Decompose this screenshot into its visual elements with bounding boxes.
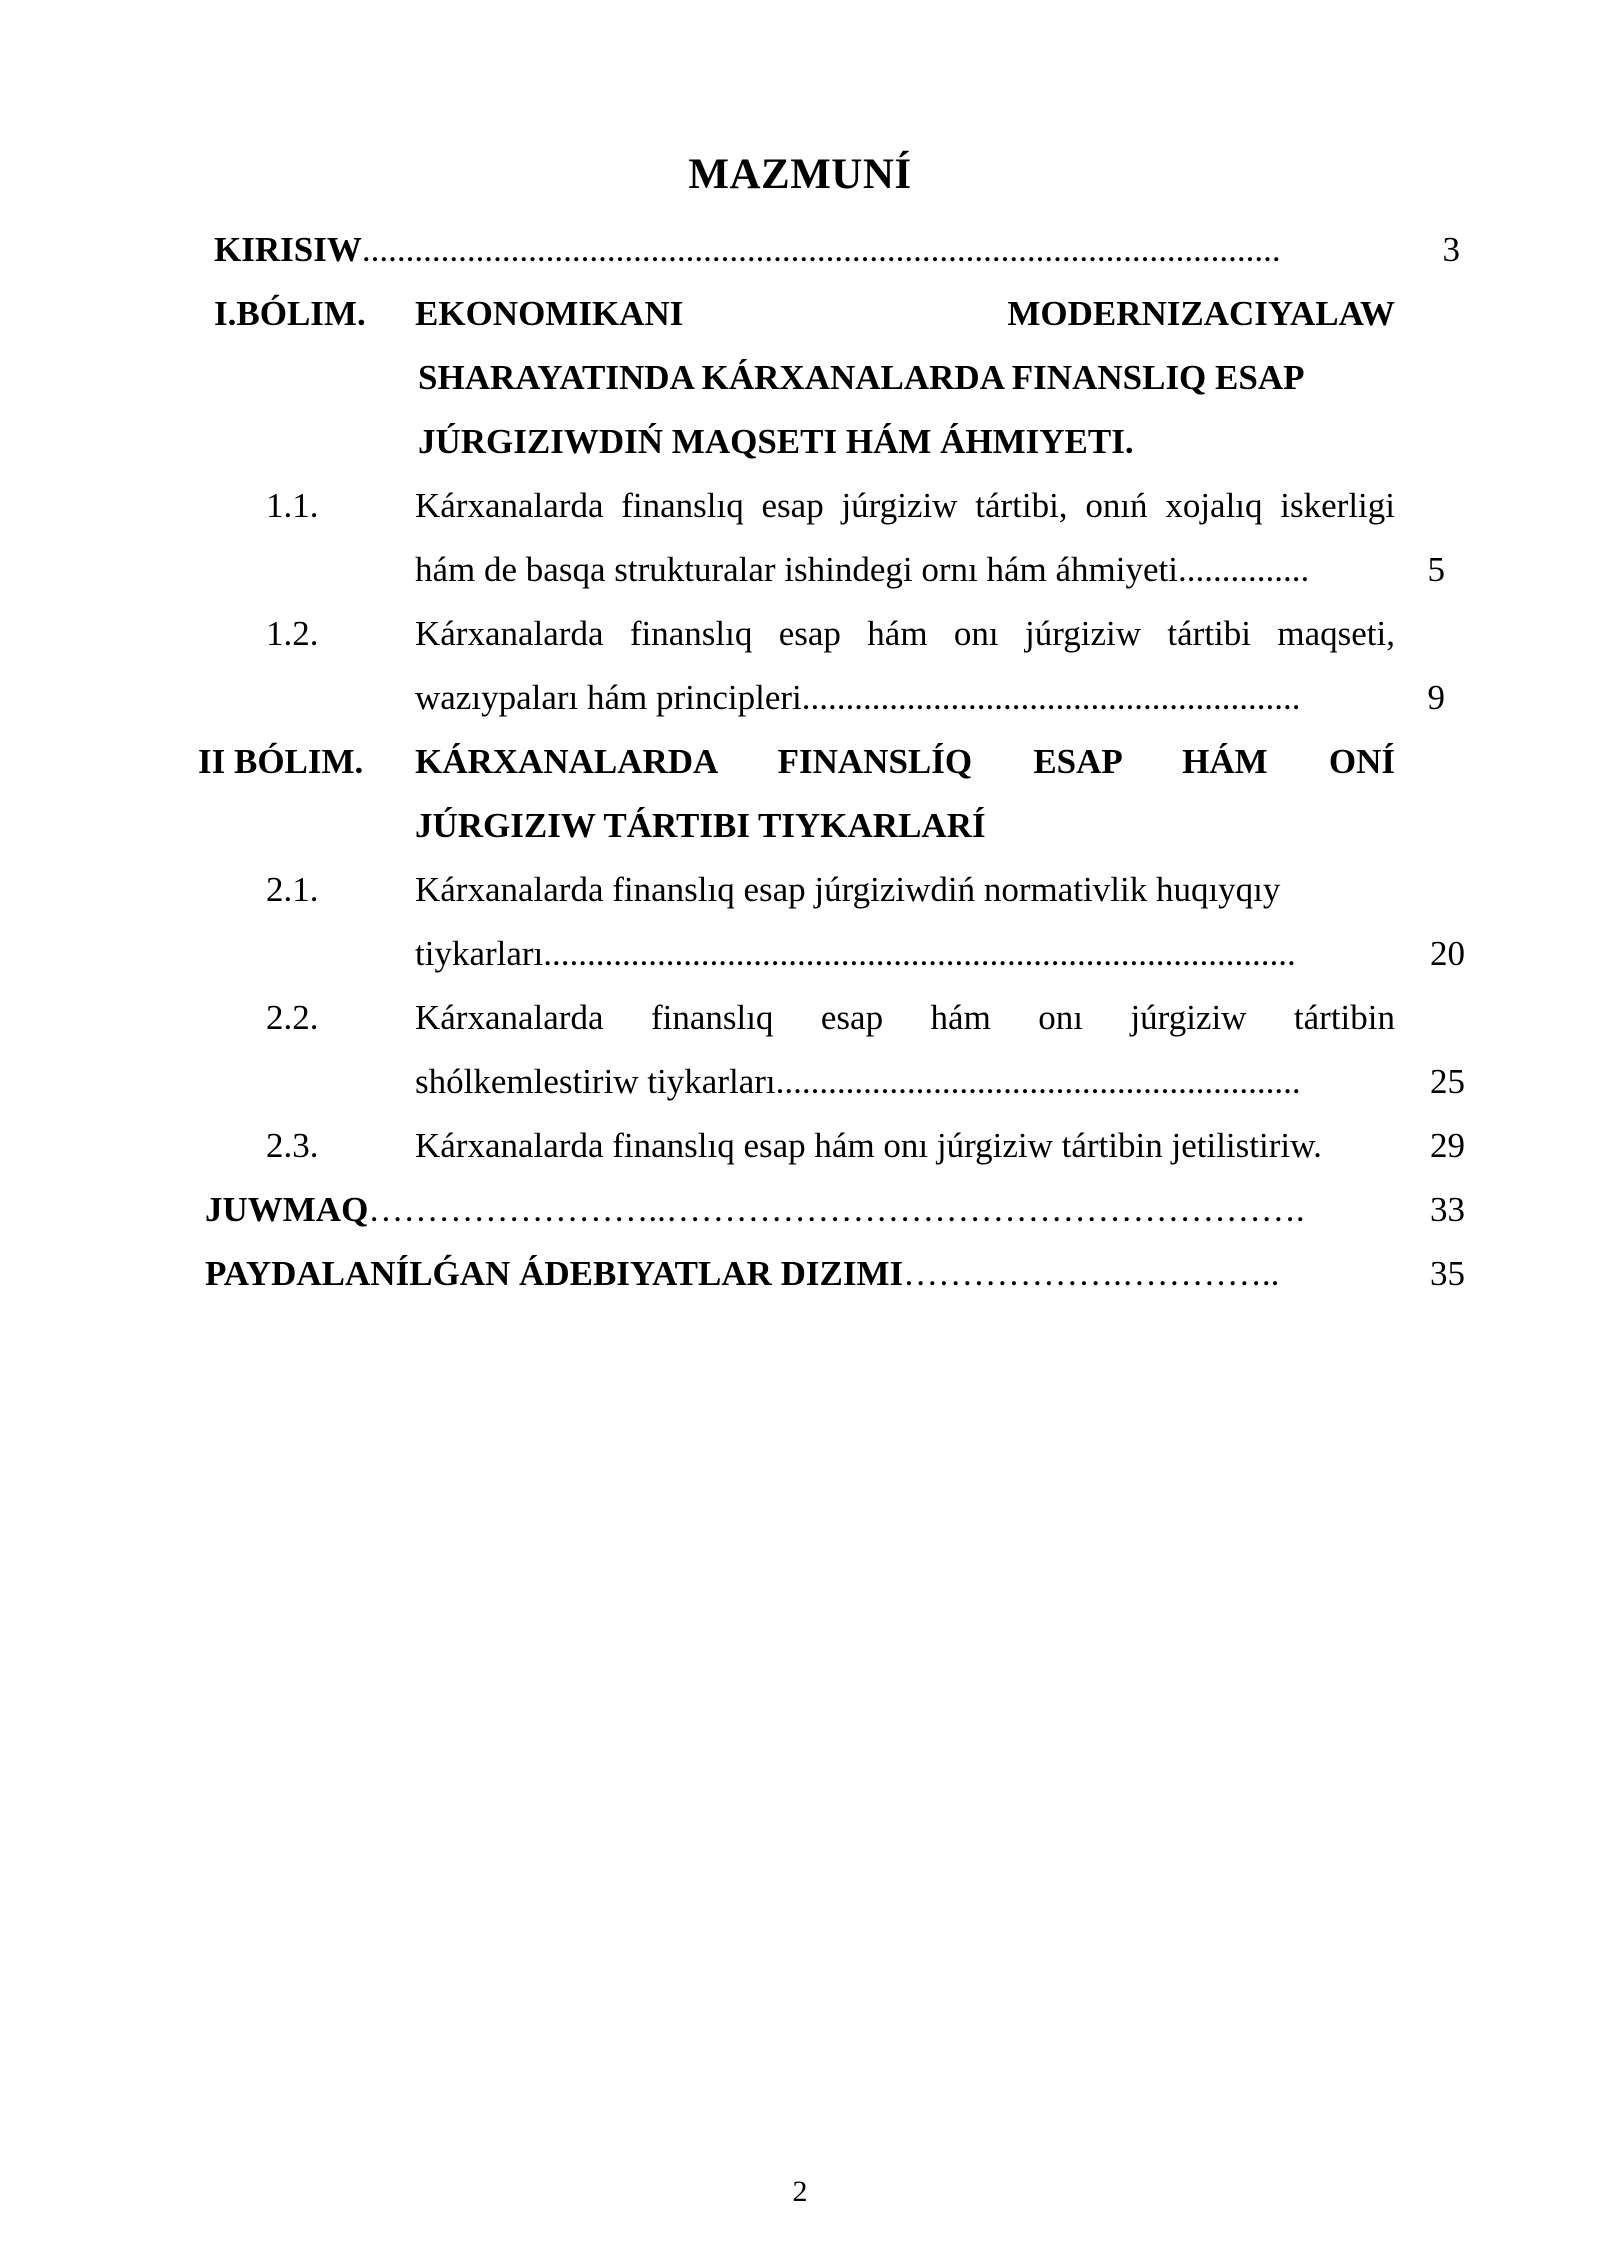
toc-part-title-line: MODERNIZACIYALAW [1007,294,1395,333]
toc-label: KIRISIW [214,230,362,269]
toc-leader-dots: ……………………..………………………………………………. [368,1190,1305,1229]
toc-page-number: 20 [1430,934,1465,973]
toc-section-title-line: Kárxanalarda finanslıq esap júrgiziwdiń normativlik huqıyqıy [415,870,1281,909]
toc-section-title-line: Kárxanalarda finanslıq esap hám onı júrgiziw tártibi maqseti, [415,614,1395,653]
footer-page-number: 2 [792,2175,808,2208]
toc-page-number: 25 [1430,1062,1465,1101]
toc-part-title-line: JÚRGIZIWDIŃ MAQSETI HÁM ÁHMIYETI. [418,422,1134,461]
toc-section-title-line: Kárxanalarda finanslıq esap hám onı júrgiziw tártibin jetilistiriw. [415,1126,1322,1165]
toc-entry-juwmaq [205,1188,1305,1232]
toc-page-number: 3 [1442,230,1460,269]
toc-section-title-line: tiykarları...................................................................................... [415,934,1296,973]
toc-section-number: 2.1. [266,870,319,909]
toc-section-number: 2.2. [266,998,319,1037]
toc-page-number: 33 [1430,1190,1465,1229]
toc-section-number: 2.3. [266,1126,319,1165]
toc-leader-dots: ……………….………….. [903,1254,1280,1293]
toc-part-title-line: JÚRGIZIW TÁRTIBI TIYKARLARÍ [415,806,986,845]
toc-entry-bibliography [205,1252,1279,1296]
toc-label: PAYDALANÍLǴAN ÁDEBIYATLAR DIZIMI [205,1254,904,1293]
toc-section-title-line: shólkemlestiriw tiykarları............................................................ [415,1062,1301,1101]
toc-entry-kirisiw [214,228,1281,272]
toc-part-title-line: KÁRXANALARDA FINANSLÍQ ESAP HÁM ONÍ [415,742,1395,781]
toc-page-number: 29 [1430,1126,1465,1165]
toc-part-label: I.BÓLIM. [214,294,366,333]
toc-part-title-line: EKONOMIKANI [415,294,684,333]
toc-section-number: 1.2. [266,614,319,653]
toc-page-number: 35 [1430,1254,1465,1293]
page-title: MAZMUNÍ [688,151,912,198]
toc-section-title-line: wazıypaları hám principleri......................................................... [415,678,1301,717]
toc-section-title-line: Kárxanalarda finanslıq esap hám onı júrgiziw tártibin [415,998,1395,1037]
toc-section-title-line: hám de basqa strukturalar ishindegi ornı hám áhmiyeti............... [415,550,1310,589]
toc-part-title-line: SHARAYATINDA KÁRXANALARDA FINANSLIQ ESAP [418,358,1305,397]
toc-section-title-line: Kárxanalarda finanslıq esap júrgiziw tártibi, onıń xojalıq iskerligi [415,486,1395,525]
toc-part-label: II BÓLIM. [198,742,364,781]
toc-page-number: 5 [1427,550,1445,589]
toc-page-number: 9 [1427,678,1445,717]
toc-label: JUWMAQ [205,1190,369,1229]
toc-leader-dots: ......................................................................................................... [361,230,1281,269]
toc-section-number: 1.1. [266,486,319,525]
